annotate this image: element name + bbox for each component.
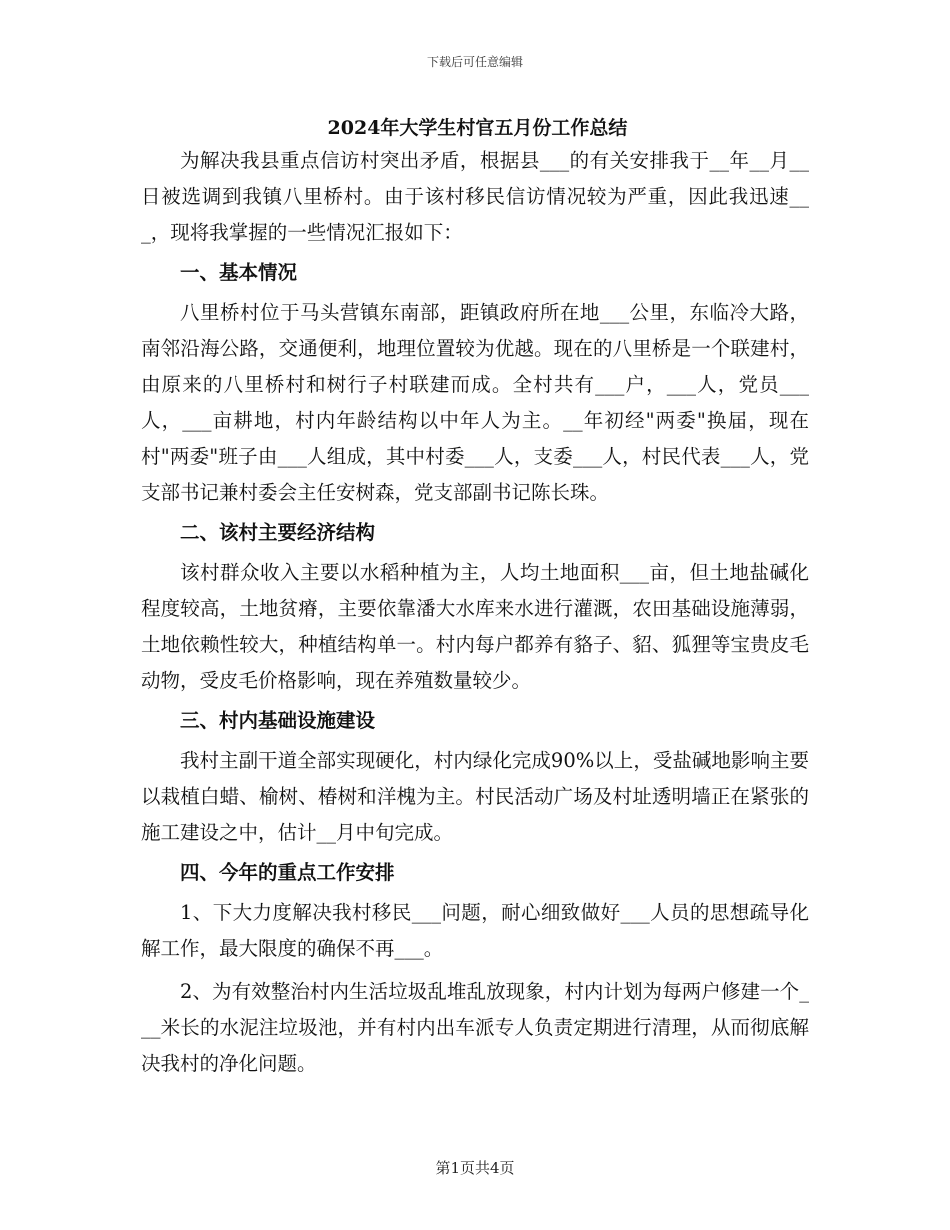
section-paragraph: 我村主副干道全部实现硬化，村内绿化完成90%以上，受盐碱地影响主要以栽植白蜡、榆树、椿树和洋槐为主。村民活动广场及村址透明墙正在紧张的施工建设之中，估计__月中旬完成。 [141,749,809,844]
section-heading-economy: 二、该村主要经济结构 [180,521,376,544]
page-footer: 第1页共4页 [435,1159,515,1177]
section-paragraph: 该村群众收入主要以水稻种植为主，人均土地面积___亩，但土地盐碱化程度较高，土地贫瘠，主要依靠潘大水库来水进行灌溉，农田基础设施薄弱，土地依赖性较大，种植结构单一。村内每户都养有貉子、貂、狐狸等宝贵皮毛动物，受皮毛价格影响，现在养殖数量较少。 [141,561,809,692]
section-paragraph: 1、下大力度解决我村移民___问题，耐心细致做好___人员的思想疏导化解工作，最大限度的确保不再___。 [141,901,809,960]
header-note: 下载后可任意编辑 [426,55,523,69]
intro-paragraph: 为解决我县重点信访村突出矛盾，根据县___的有关安排我于__年__月__日被选调到我镇八里桥村。由于该村移民信访情况较为严重，因此我迅速___，现将我掌握的一些情况汇报如下： [141,149,809,244]
section-heading-key-work: 四、今年的重点工作安排 [180,861,395,884]
document-body [141,113,809,1082]
section-heading-infrastructure: 三、村内基础设施建设 [180,709,376,732]
section-heading-basic-info: 一、基本情况 [180,261,298,284]
document-title: 2024年大学生村官五月份工作总结 [327,117,628,139]
section-paragraph: 2、为有效整治村内生活垃圾乱堆乱放现象，村内计划为每两户修建一个___米长的水泥注垃圾池，并有村内出车派专人负责定期进行清理，从而彻底解决我村的净化问题。 [141,980,809,1075]
section-paragraph: 八里桥村位于马头营镇东南部，距镇政府所在地___公里，东临冷大路，南邻沿海公路，交通便利，地理位置较为优越。现在的八里桥是一个联建村，由原来的八里桥村和树行子村联建而成。全村共有___户，___人，党员___人，___亩耕地，村内年龄结构以中年人为主。__年初经"两委"换届，现在村"两委"班子由___人组成，其中村委___人，支委___人，村民代表___人，党支部书记兼村委会主任安树森，党支部副书记陈长珠。 [141,301,809,504]
